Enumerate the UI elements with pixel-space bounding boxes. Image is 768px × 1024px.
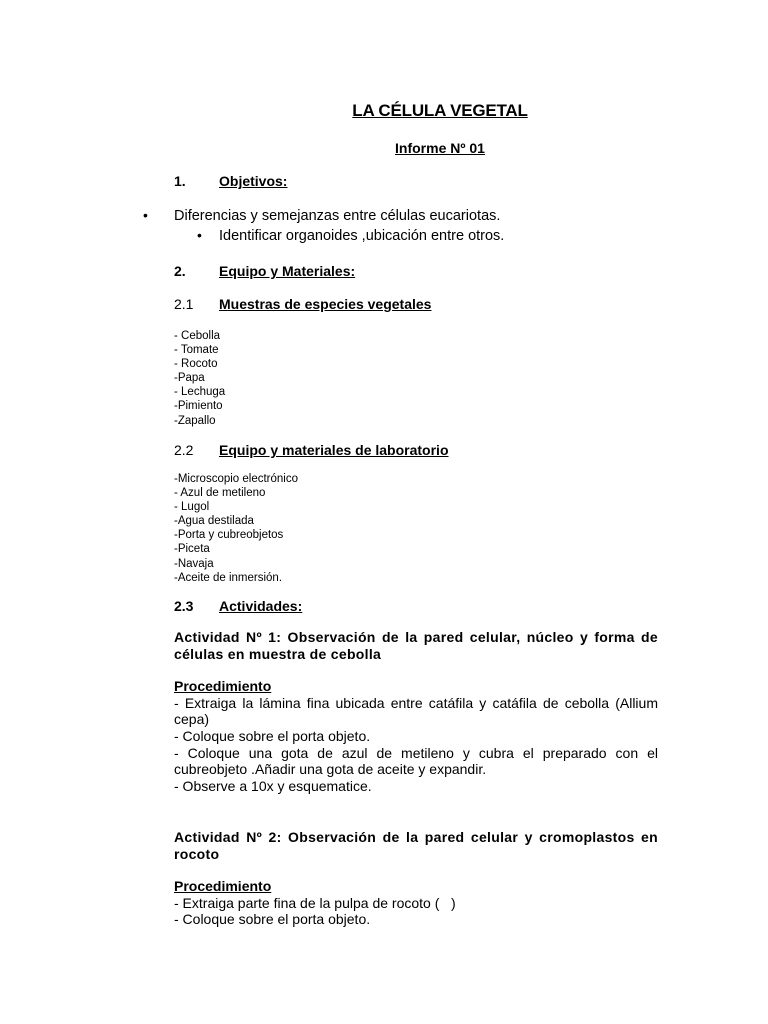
procedure-step: - Observe a 10x y esquematice. <box>174 777 372 794</box>
objective-item: Diferencias y semejanzas entre células eucariotas. <box>174 208 501 224</box>
bullet-icon: • <box>197 227 202 243</box>
list-item: -Agua destilada <box>174 515 254 528</box>
procedure-step: - Coloque sobre el porta objeto. <box>174 911 371 928</box>
procedure-step: - Extraiga parte fina de la pulpa de rocoto ( ) <box>174 894 456 911</box>
procedure-step: - Extraiga la lámina fina ubicada entre catáfila y catáfila de cebolla (Allium cepa) <box>174 694 658 728</box>
list-item: -Pimiento <box>174 400 223 413</box>
list-item: - Azul de metileno <box>174 487 266 500</box>
list-item: -Navaja <box>174 557 214 570</box>
list-item: - Lechuga <box>174 386 226 399</box>
section-2-1-heading: Muestras de especies vegetales <box>219 296 432 312</box>
activity-1-title: Actividad Nº 1: Observación de la pared celular, núcleo y forma de células en muestra de cebolla <box>174 629 658 662</box>
section-2-2-number: 2.2 <box>174 442 194 458</box>
list-item: -Papa <box>174 372 205 385</box>
section-2-3-number: 2.3 <box>174 598 194 614</box>
list-item: - Lugol <box>174 501 210 514</box>
list-item: -Aceite de inmersión. <box>174 571 283 584</box>
section-2-3-heading: Actividades: <box>219 598 303 614</box>
list-item: - Cebolla <box>174 330 221 342</box>
procedure-step: - Coloque sobre el porta objeto. <box>174 727 371 744</box>
section-2-number: 2. <box>174 263 186 279</box>
list-item: -Porta y cubreobjetos <box>174 529 284 542</box>
list-item: -Piceta <box>174 543 210 556</box>
list-item: - Tomate <box>174 344 219 357</box>
section-2-1-number: 2.1 <box>174 296 194 312</box>
activity-2 <box>174 829 658 928</box>
document-title: LA CÉLULA VEGETAL <box>352 101 528 120</box>
samples-list <box>174 329 225 428</box>
objective-item: Identificar organoides ,ubicación entre otros. <box>219 228 505 244</box>
section-2-heading: Equipo y Materiales: <box>219 263 356 279</box>
bullet-icon: • <box>143 207 148 223</box>
document-subtitle: Informe Nº 01 <box>395 140 485 156</box>
activity-1 <box>174 629 658 794</box>
section-1-number: 1. <box>174 173 186 189</box>
activity-2-title: Actividad Nº 2: Observación de la pared celular y cromoplastos en rocoto <box>174 829 658 862</box>
list-item: -Microscopio electrónico <box>174 473 298 485</box>
procedure-step: - Coloque una gota de azul de metileno y cubra el preparado con el cubreobjeto .Añadir una gota de aceite y expandir. <box>174 744 658 778</box>
list-item: -Zapallo <box>174 414 216 427</box>
lab-items-list <box>174 472 298 585</box>
section-2-2-heading: Equipo y materiales de laboratorio <box>219 442 449 458</box>
section-1-heading: Objetivos: <box>219 173 288 189</box>
procedure-label: Procedimiento <box>174 678 272 695</box>
list-item: - Rocoto <box>174 358 218 371</box>
procedure-label: Procedimiento <box>174 878 272 895</box>
